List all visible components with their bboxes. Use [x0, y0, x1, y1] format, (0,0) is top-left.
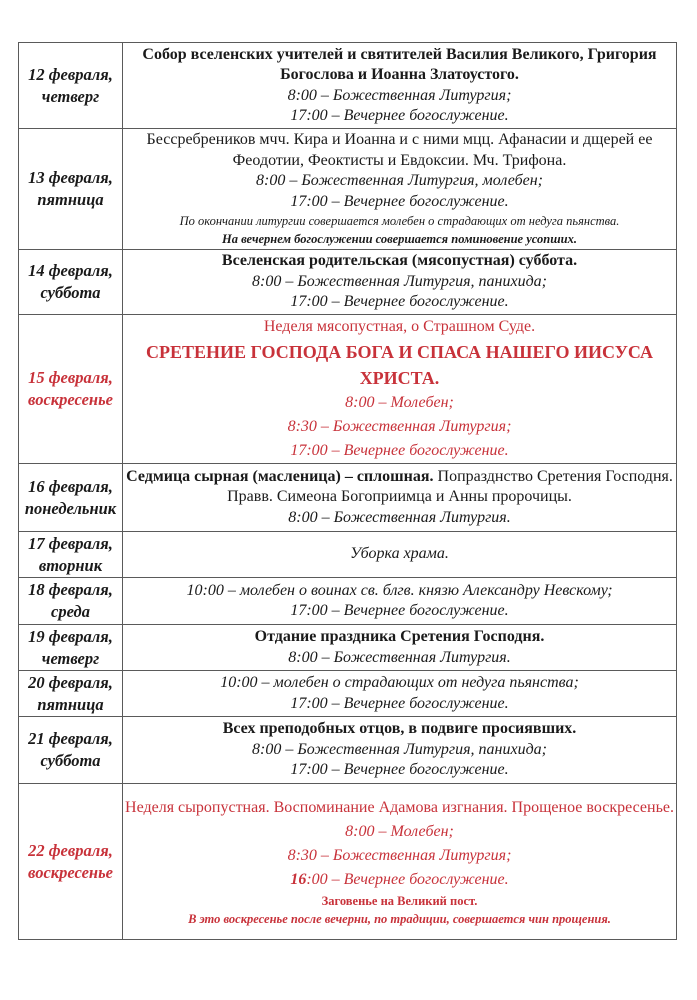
service-line: 8:00 – Божественная Литургия.	[288, 508, 511, 526]
service-line	[123, 868, 676, 892]
table-row	[19, 578, 677, 625]
table-row	[19, 43, 677, 129]
service-line: 17:00 – Вечернее богослужение.	[290, 107, 509, 124]
date-cell	[19, 315, 123, 464]
feast-subtitle: Неделя мясопустная, о Страшном Суде.	[263, 318, 536, 335]
feast-subtitle: Неделя сыропустная. Воспоминание Адамова изгнания. Прощеное воскресенье.	[125, 798, 674, 816]
schedule-table	[18, 42, 677, 940]
table-row	[19, 717, 677, 784]
service-line: 8:00 – Божественная Литургия, панихида;	[252, 272, 547, 290]
feast-title: Всех преподобных отцов, в подвиге просиявших.	[222, 720, 577, 738]
service-line: 8:00 – Божественная Литургия, панихида;	[252, 740, 547, 758]
service-line: 8:00 – Молебен;	[345, 822, 454, 840]
weekday: четверг	[41, 86, 100, 106]
note-italic-bold: В это воскресенье после вечерни, по традиции, совершается чин прощения.	[188, 911, 611, 926]
service-line: 17:00 – Вечернее богослужение.	[290, 293, 509, 311]
weekday: четверг	[41, 648, 100, 668]
date-cell	[19, 43, 123, 129]
date: 21 февраля,	[28, 729, 113, 748]
date: 13 февраля,	[28, 168, 113, 187]
feast-title: Бессребреников мчч. Кира и Иоанна и с ними мцц. Афанасии и дщерей ее Феодотии, Феоктисты и Евдоксии. Мч. Трифона.	[146, 131, 653, 169]
service-line: Уборка храма.	[350, 545, 449, 563]
weekday: понедельник	[24, 498, 117, 518]
content-cell	[123, 43, 677, 129]
content-cell	[123, 671, 677, 717]
feast-title-bold: Седмица сырная (масленица) – сплошная.	[126, 467, 434, 485]
weekday: среда	[51, 602, 90, 621]
feast-title	[123, 467, 676, 508]
service-line: 17:00 – Вечернее богослужение.	[290, 192, 509, 210]
feast-title: Отдание праздника Сретения Господня.	[254, 628, 545, 645]
table-row	[19, 671, 677, 717]
weekday: вторник	[38, 555, 103, 575]
service-line: 8:00 – Божественная Литургия.	[288, 648, 511, 666]
note-bold: На вечернем богослужении совершается поминовение усопших.	[222, 232, 577, 246]
service-line: 8:30 – Божественная Литургия;	[287, 418, 512, 435]
date: 12 февраля,	[28, 64, 113, 84]
date-cell	[19, 578, 123, 625]
content-cell	[123, 784, 677, 940]
weekday: пятница	[37, 190, 104, 209]
date: 20 февраля,	[28, 672, 113, 692]
content-cell	[123, 464, 677, 532]
note-bold: Заговенье на Великий пост.	[321, 893, 478, 908]
date-cell	[19, 671, 123, 717]
feast-title-rest: Попразднство Сретения Господня. Правв. Симеона Богоприимца и Анны пророчицы.	[227, 467, 673, 506]
feast-title: СРЕТЕНИЕ ГОСПОДА БОГА И СПАСА НАШЕГО ИИСУСА ХРИСТА.	[145, 342, 654, 388]
date: 16 февраля,	[28, 476, 113, 496]
table-row	[19, 784, 677, 940]
date: 19 февраля,	[28, 626, 113, 646]
date-cell	[19, 250, 123, 315]
service-line: 10:00 – молебен о страдающих от недуга пьянства;	[220, 674, 579, 691]
date: 14 февраля,	[28, 261, 113, 280]
content-cell	[123, 717, 677, 784]
weekday: воскресенье	[28, 390, 113, 409]
table-row	[19, 464, 677, 532]
service-line: 8:00 – Божественная Литургия, молебен;	[256, 172, 543, 189]
content-cell	[123, 315, 677, 464]
content-cell	[123, 532, 677, 578]
weekday: пятница	[37, 694, 104, 714]
date-cell	[19, 532, 123, 578]
weekday: воскресенье	[28, 862, 113, 882]
table-row	[19, 625, 677, 671]
date: 17 февраля,	[28, 533, 113, 553]
note: По окончании литургии совершается молебен о страдающих от недуга пьянства.	[179, 214, 620, 228]
table-row	[19, 129, 677, 250]
feast-title: Собор вселенских учителей и святителей Василия Великого, Григория Богослова и Иоанна Златоустого.	[142, 45, 657, 83]
service-line: 17:00 – Вечернее богослужение.	[290, 761, 509, 779]
date: 15 февраля,	[28, 368, 113, 387]
service-line: 17:00 – Вечернее богослужение.	[290, 602, 509, 619]
table-row	[19, 532, 677, 578]
table-row	[19, 315, 677, 464]
date-cell	[19, 129, 123, 250]
feast-title: Вселенская родительская (мясопустная) суббота.	[221, 252, 578, 270]
date: 22 февраля,	[28, 840, 113, 860]
date: 18 февраля,	[28, 580, 113, 599]
content-cell	[123, 625, 677, 671]
content-cell	[123, 578, 677, 625]
service-line: 17:00 – Вечернее богослужение.	[290, 442, 509, 459]
table-row	[19, 250, 677, 315]
date-cell	[19, 784, 123, 940]
weekday: суббота	[40, 751, 101, 770]
service-line: 8:00 – Божественная Литургия;	[287, 86, 512, 104]
content-cell	[123, 129, 677, 250]
date-cell	[19, 717, 123, 784]
content-cell	[123, 250, 677, 315]
service-line: 17:00 – Вечернее богослужение.	[290, 694, 509, 712]
date-cell	[19, 625, 123, 671]
date-cell	[19, 464, 123, 532]
service-hour-bold: 16	[290, 870, 307, 888]
service-line: 8:30 – Божественная Литургия;	[287, 846, 512, 864]
service-rest: :00 – Вечернее богослужение.	[306, 870, 509, 888]
service-line: 10:00 – молебен о воинах св. блгв. князю Александру Невскому;	[186, 581, 613, 599]
weekday: суббота	[40, 283, 101, 302]
service-line: 8:00 – Молебен;	[345, 394, 454, 411]
